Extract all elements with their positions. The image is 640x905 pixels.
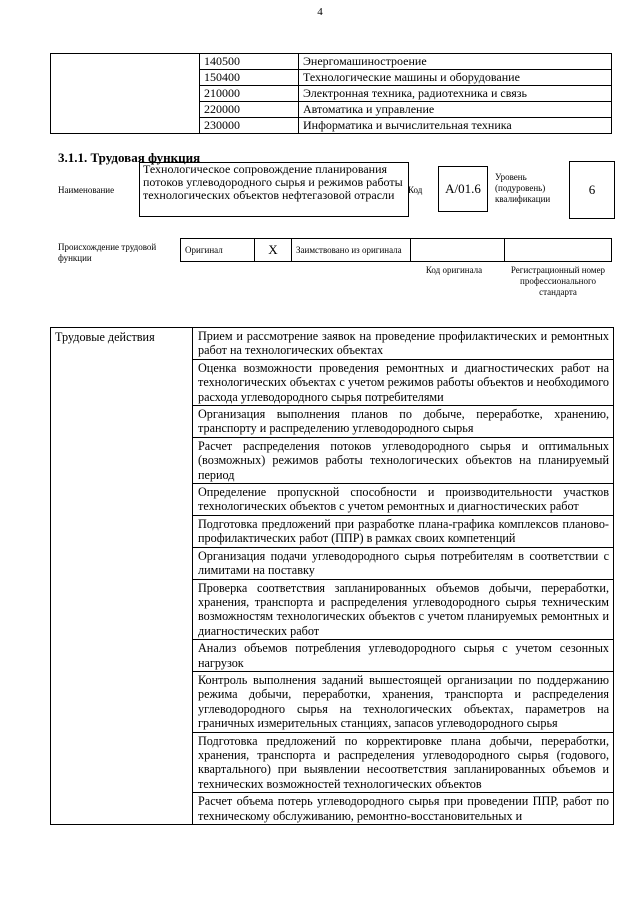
labor-action: Контроль выполнения заданий вышестоящей организации по поддержанию режима добычи, переработки, хранения, транспорта и распределения углеводородного сырья на технологических объектах, параметров на граничных измерительных станциях, запасов углеводородного сырья — [193, 671, 614, 732]
code-cell: 210000 — [200, 86, 299, 102]
origin-table — [180, 238, 612, 262]
labor-action: Оценка возможности проведения ремонтных и диагностических работ на технологических объектах с учетом режимов работы объектов и необходимого расхода углеводородного сырья потребителями — [193, 359, 614, 405]
labor-action: Анализ объемов потребления углеводородного сырья с учетом сезонных нагрузок — [193, 640, 614, 672]
table-row — [51, 328, 614, 360]
labor-action: Прием и рассмотрение заявок на проведение профилактических и ремонтных работ на технологических объектах — [193, 328, 614, 360]
code-name-cell: Информатика и вычислительная техника — [299, 118, 612, 134]
code-name-cell: Автоматика и управление — [299, 102, 612, 118]
labor-action: Определение пропускной способности и производительности участков технологических объектов с учетом ремонтных и диагностических работ — [193, 484, 614, 516]
borrowed-cell: Заимствовано из оригинала — [292, 239, 411, 262]
labor-action: Организация выполнения планов по добыче, переработке, хранению, транспорту и распределению углеводородного сырья — [193, 406, 614, 438]
labor-action: Расчет распределения потоков углеводородного сырья и оптимальных (возможных) режимов работы технологических объектов на планируемый период — [193, 437, 614, 483]
name-label: Наименование — [58, 185, 115, 195]
code-cell: 140500 — [200, 54, 299, 70]
original-mark: X — [255, 239, 292, 262]
qualification-level-box: 6 — [569, 161, 615, 219]
code-cell: 150400 — [200, 70, 299, 86]
page-number: 4 — [317, 6, 323, 18]
code-cell: 220000 — [200, 102, 299, 118]
codes-table — [50, 53, 612, 134]
registration-number-cell — [505, 239, 612, 262]
code-cell: 230000 — [200, 118, 299, 134]
function-code-box: A/01.6 — [438, 166, 488, 212]
original-cell: Оригинал — [181, 239, 255, 262]
registration-number-label: Регистрационный номер профессионального стандарта — [510, 265, 606, 297]
labor-action: Проверка соответствия запланированных объемов добычи, переработки, хранения, транспорта и распределения углеводородного сырья техническим возможностям технологических объектов с учетом планируемых ремонтных и диагностических работ — [193, 579, 614, 640]
empty-cell — [51, 54, 200, 134]
origin-label: Происхождение трудовой функции — [58, 242, 157, 263]
original-code-cell — [411, 239, 505, 262]
labor-action: Расчет объема потерь углеводородного сырья при проведении ППР, работ по техническому обслуживанию, ремонтно-восстановительных и — [193, 793, 614, 825]
table-row — [51, 54, 612, 70]
section-title: 3.1.1. Трудовая функция — [58, 150, 201, 165]
row-header: Трудовые действия — [51, 328, 193, 825]
original-code-label: Код оригинала — [425, 265, 483, 275]
labor-actions-table — [50, 327, 614, 825]
labor-action: Организация подачи углеводородного сырья потребителям в соответствии с лимитами на поставку — [193, 547, 614, 579]
table-row — [181, 239, 612, 262]
code-name-cell: Технологические машины и оборудование — [299, 70, 612, 86]
labor-action: Подготовка предложений по корректировке плана добычи, переработки, хранения, транспорта и распределения углеводородного сырья (годового, квартального) при выявлении несоответствия запланированных объемов и технических возможностей технологических объектов — [193, 732, 614, 793]
code-name-cell: Энергомашиностроение — [299, 54, 612, 70]
code-name-cell: Электронная техника, радиотехника и связь — [299, 86, 612, 102]
code-label: Код — [408, 185, 423, 195]
function-name-box: Технологическое сопровождение планирования потоков углеводородного сырья и режимов работы технологических объектов нефтегазовой отрасли — [139, 162, 409, 217]
labor-action: Подготовка предложений при разработке плана-графика комплексов планово-профилактических работ (ППР) в рамках своих компетенций — [193, 515, 614, 547]
level-label: Уровень (подуровень) квалификации — [495, 172, 551, 204]
